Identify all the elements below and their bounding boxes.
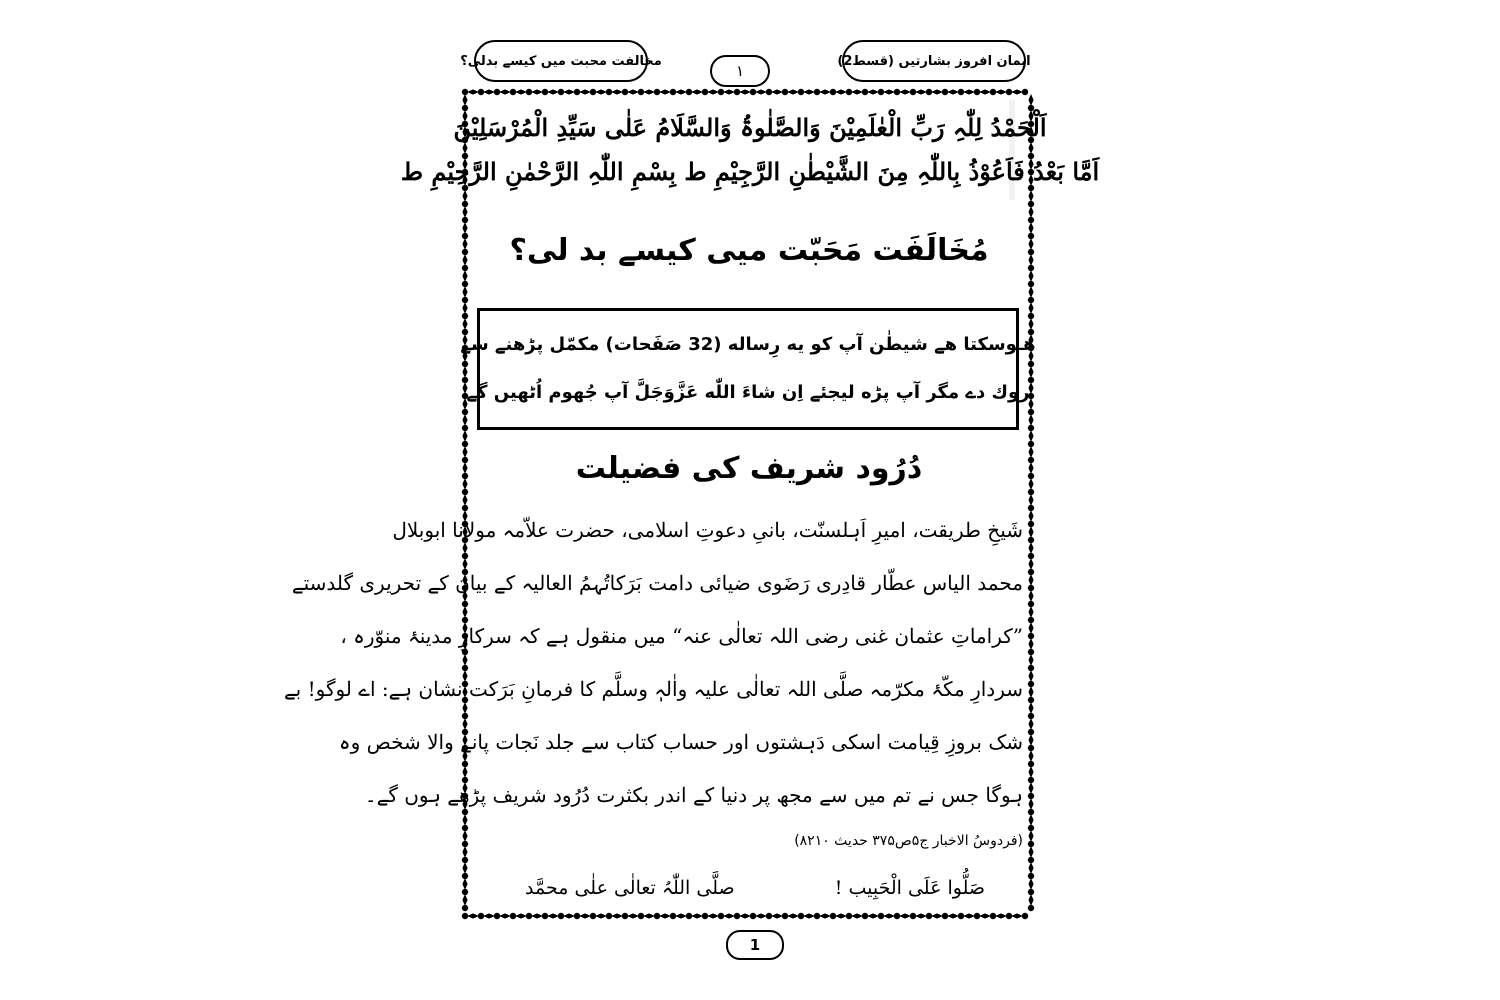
border-diamond [595, 913, 607, 918]
border-diamond [483, 913, 495, 918]
border-diamond [1028, 462, 1033, 474]
border-diamond [947, 89, 959, 94]
border-diamond [995, 913, 1007, 918]
border-diamond [643, 913, 655, 918]
border-diamond [675, 89, 687, 94]
body-line: شک بروزِ قِیامت اسکی دَہشتوں اور حساب کتاب سے جلد نَجات پانے والا شخص وہ [338, 730, 1023, 754]
border-diamond [1011, 89, 1023, 94]
border-diamond [462, 94, 467, 106]
border-diamond [1028, 254, 1033, 266]
border-diamond [1028, 766, 1033, 778]
border-diamond [563, 89, 575, 94]
chapter-title-pill [460, 40, 662, 82]
border-diamond [835, 913, 847, 918]
border-diamond [995, 89, 1007, 94]
border-diamond [515, 89, 527, 94]
border-dot [1028, 905, 1034, 911]
border-diamond [462, 238, 467, 250]
border-diamond [595, 89, 607, 94]
border-diamond [611, 913, 623, 918]
border-diamond [579, 89, 591, 94]
border-diamond [739, 913, 751, 918]
border-diamond [707, 89, 719, 94]
border-diamond [675, 913, 687, 918]
border-diamond [739, 89, 751, 94]
border-diamond [462, 446, 467, 458]
border-diamond [723, 89, 735, 94]
border-diamond [1028, 622, 1033, 634]
border-diamond [803, 913, 815, 918]
border-diamond [1028, 654, 1033, 666]
border-diamond [563, 913, 575, 918]
border-diamond [1028, 750, 1033, 762]
hadith-reference: (فردوسُ الاخبار ج۵ص۳۷۵ حدیث ۸۲۱۰) [794, 833, 1023, 849]
border-diamond [627, 913, 639, 918]
border-diamond [947, 913, 959, 918]
border-diamond [851, 913, 863, 918]
border-diamond [659, 913, 671, 918]
border-diamond [467, 913, 479, 918]
body-line: ”کراماتِ عثمان غنی رضی اللہ تعالٰی عنہ“ میں منقول ہے کہ سرکارِ مدینۂ منوّرہ ، [340, 624, 1023, 648]
border-diamond [1028, 862, 1033, 874]
border-diamond [462, 222, 467, 234]
border-diamond [963, 913, 975, 918]
border-diamond [899, 89, 911, 94]
durood-call: صَلُّوا عَلَی الْحَبِیب ! [834, 877, 985, 899]
border-diamond [803, 89, 815, 94]
border-diamond [851, 89, 863, 94]
border-diamond [771, 89, 783, 94]
border-diamond [963, 89, 975, 94]
border-diamond [979, 89, 991, 94]
page-number-bottom-pill [726, 930, 784, 960]
notice-line-1: هـوسکتا هے شیطٰن آپ کو یه رِساله (32 صَفَحات) مکمّل پڑهنے سے [460, 334, 1036, 355]
border-diamond [1028, 446, 1033, 458]
border-diamond [1028, 702, 1033, 714]
border-diamond [1028, 478, 1033, 490]
border-diamond [627, 89, 639, 94]
border-diamond [1028, 878, 1033, 890]
border-diamond [643, 89, 655, 94]
border-diamond [1028, 238, 1033, 250]
border-diamond [1028, 782, 1033, 794]
border-diamond [1028, 94, 1033, 106]
border-diamond [579, 913, 591, 918]
border-diamond [819, 913, 831, 918]
page-number-top: ۱ [735, 62, 745, 80]
border-diamond [1028, 734, 1033, 746]
border-diamond [899, 913, 911, 918]
border-diamond [1028, 574, 1033, 586]
border-diamond [723, 913, 735, 918]
border-diamond [462, 462, 467, 474]
book-title-pill [837, 40, 1031, 82]
border-diamond [659, 89, 671, 94]
border-diamond [462, 878, 467, 890]
border-diamond [1028, 510, 1033, 522]
border-diamond [1028, 590, 1033, 602]
border-diamond [1028, 494, 1033, 506]
border-diamond [531, 89, 543, 94]
border-diamond [1028, 206, 1033, 218]
border-diamond [771, 913, 783, 918]
border-diamond [915, 913, 927, 918]
border-diamond [462, 286, 467, 298]
border-diamond [462, 846, 467, 858]
border-diamond [867, 913, 879, 918]
border-diamond [883, 913, 895, 918]
border-diamond [1011, 913, 1023, 918]
border-diamond [1028, 542, 1033, 554]
border-diamond [1028, 222, 1033, 234]
border-diamond [462, 478, 467, 490]
border-diamond [787, 913, 799, 918]
border-diamond [1028, 270, 1033, 282]
book-title: ایمان افروز بشارتیں (قسط2) [837, 53, 1031, 69]
section-title: دُرُود شریف کی فضیلت [575, 451, 923, 486]
body-line: محمد الیاس عطّار قادِری رَضَوی ضیائی دامت بَرَکاتُہمُ العالیہ کے بیان کے تحریری گلدستے [291, 571, 1023, 595]
border-diamond [691, 89, 703, 94]
chapter-title: مخالفت محبت میں کیسے بدلی؟ [460, 53, 662, 69]
border-diamond [499, 89, 511, 94]
border-diamond [462, 830, 467, 842]
durood-line [525, 870, 985, 906]
page-number-bottom: 1 [749, 936, 761, 954]
border-diamond [547, 89, 559, 94]
border-diamond [462, 302, 467, 314]
border-diamond [499, 913, 511, 918]
border-diamond [1028, 638, 1033, 650]
body-line: ہوگا جس نے تم میں سے مجھ پر دنیا کے اندر بکثرت دُرُود شریف پڑھے ہوں گے۔ [364, 783, 1023, 807]
border-diamond [1028, 430, 1033, 442]
border-diamond [1028, 894, 1033, 906]
notice-line-2: روك دے مگر آپ پڑه لیجئے اِن شاءَ اللّٰه عَزَّوَجَلَّ آپ جُھوم اُٹھیں گے [466, 382, 1030, 403]
border-diamond [1028, 670, 1033, 682]
bismillah-block [400, 100, 1100, 200]
border-diamond [1028, 606, 1033, 618]
border-diamond [1028, 814, 1033, 826]
notice-box [460, 308, 1036, 430]
border-diamond [462, 270, 467, 282]
border-diamond [867, 89, 879, 94]
border-diamond [1028, 302, 1033, 314]
border-diamond [483, 89, 495, 94]
page-number-top-pill [710, 55, 770, 87]
border-diamond [915, 89, 927, 94]
page-content [283, 96, 1100, 914]
body-line: سردارِ مکّۂ مکرّمہ صلَّی اللہ تعالٰی علیہ واٰلہٖ وسلَّم کا فرمانِ بَرَکت نشان ہے: اے لوگو! بے [283, 677, 1023, 701]
border-dot [462, 905, 468, 911]
border-diamond [755, 89, 767, 94]
border-diamond [979, 913, 991, 918]
border-diamond [462, 862, 467, 874]
border-diamond [691, 913, 703, 918]
border-diamond [462, 206, 467, 218]
border-diamond [883, 89, 895, 94]
border-diamond [1028, 830, 1033, 842]
border-diamond [462, 430, 467, 442]
border-diamond [467, 89, 479, 94]
border-diamond [1028, 286, 1033, 298]
border-diamond [707, 913, 719, 918]
border-diamond [931, 913, 943, 918]
durood-response: صلَّی اللّٰہُ تعالٰی علٰی محمَّد [525, 877, 735, 899]
border-diamond [755, 913, 767, 918]
border-dot [1022, 89, 1028, 95]
border-diamond [1028, 526, 1033, 538]
border-diamond [819, 89, 831, 94]
bismillah-line-2: اَمَّا بَعْدُ فَاَعُوْذُ بِاللّٰہِ مِنَ الشَّیْطٰنِ الرَّجِیْمِ ط بِسْمِ اللّٰہِ الرَّحْمٰنِ الرَّحِیْمِ ط [400, 157, 1100, 186]
border-diamond [1028, 718, 1033, 730]
border-diamond [787, 89, 799, 94]
border-diamond [1028, 686, 1033, 698]
body-line: شَیخِ طریقت، امیرِ اَہلسنّت، بانیِ دعوتِ اسلامی، حضرت علاّمہ مولانا ابوبلال [392, 518, 1023, 542]
body-text [283, 504, 1023, 822]
border-diamond [835, 89, 847, 94]
main-title: مُخَالَفَت مَحَبّت میی کیسے بد لی؟ [509, 233, 989, 268]
border-diamond [462, 894, 467, 906]
border-diamond [1028, 846, 1033, 858]
border-diamond [1028, 798, 1033, 810]
border-diamond [547, 913, 559, 918]
border-diamond [1028, 558, 1033, 570]
border-diamond [515, 913, 527, 918]
border-diamond [931, 89, 943, 94]
bismillah-line-1: اَلْحَمْدُ لِلّٰہِ رَبِّ الْعٰلَمِیْنَ وَالصَّلٰوۃُ وَالسَّلَامُ عَلٰی سَیِّدِ الْمُرْسَلِیْنَ [453, 113, 1047, 142]
border-diamond [531, 913, 543, 918]
border-diamond [611, 89, 623, 94]
border-diamond [462, 254, 467, 266]
